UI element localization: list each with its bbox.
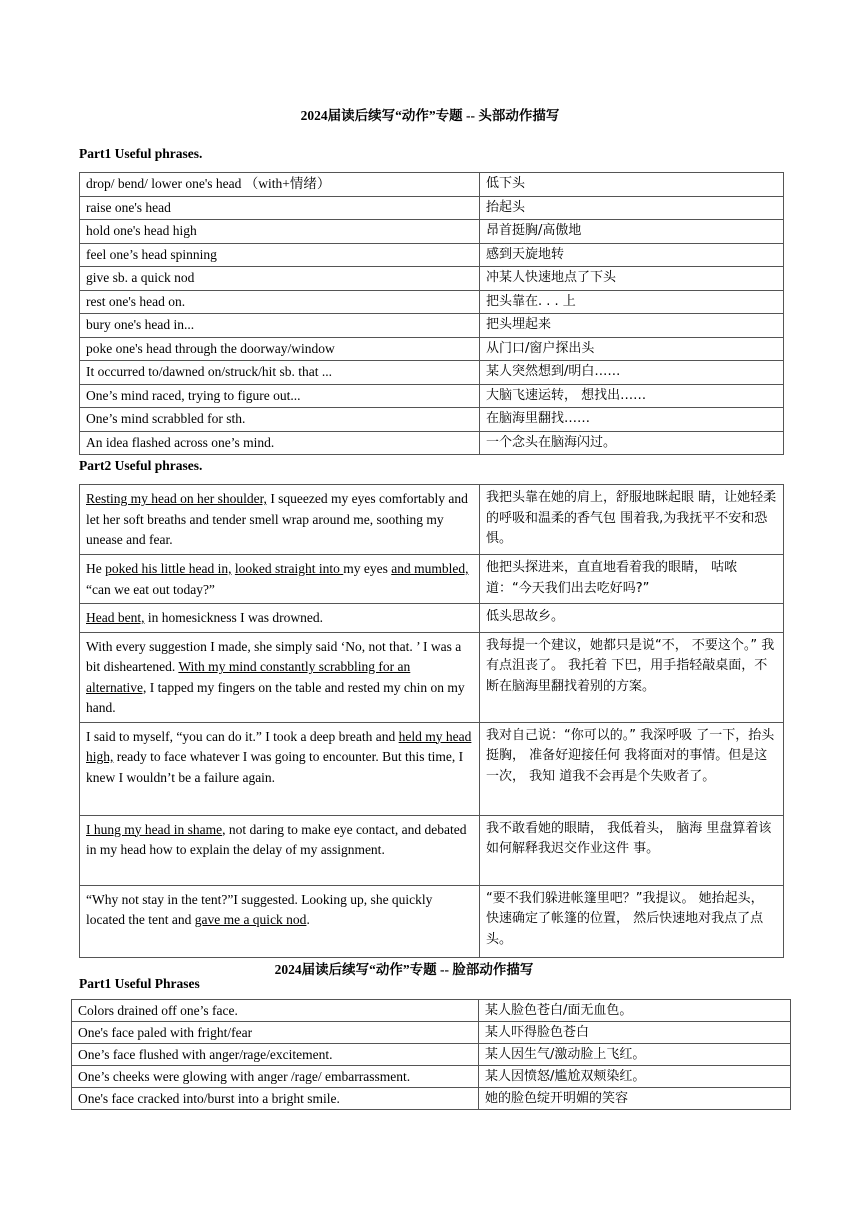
table-row <box>72 1044 791 1066</box>
sentence-zh: 我把头靠在她的肩上，舒服地眯起眼 睛，让她轻柔的呼吸和温柔的香气包 围着我,为我抚平不安和恐惧。 <box>480 485 784 555</box>
sentence-zh: 他把头探进来，直直地看着我的眼睛， 咕哝道：“今天我们出去吃好吗?” <box>480 555 784 604</box>
phrase-zh: 某人脸色苍白/面无血色。 <box>479 1000 791 1022</box>
sentence-en <box>80 722 480 815</box>
table-row <box>80 173 784 197</box>
table-row <box>72 1088 791 1110</box>
section1-part1-heading: Part1 Useful phrases. <box>79 146 203 161</box>
sentence-zh: “要不我们躲进帐篷里吧？”我提议。 她抬起头， 快速确定了帐篷的位置， 然后快速地对我点了点头。 <box>480 885 784 957</box>
table-row <box>80 408 784 432</box>
sentence-text: my eyes <box>343 561 392 576</box>
table-row <box>80 431 784 455</box>
section2-title: 2024届读后续写“动作”专题 -- 脸部动作描写 <box>274 962 534 977</box>
sentence-text: With every suggestion I made, she simply said ‘No, not that. ’ I was a bit disheartened. <box>86 638 462 674</box>
sentence-en <box>80 632 480 722</box>
sentence-text: in homesickness I was drowned. <box>144 610 323 625</box>
sentence-en <box>80 815 480 885</box>
phrase-en: One's face paled with fright/fear <box>72 1022 479 1044</box>
phrase-zh: 大脑飞速运转， 想找出…… <box>480 384 784 408</box>
sentence-text: He <box>86 561 106 576</box>
phrase-en: bury one's head in... <box>80 314 480 338</box>
table-row <box>80 290 784 314</box>
table-row <box>80 196 784 220</box>
phrase-zh: 她的脸色绽开明媚的笑容 <box>479 1088 791 1110</box>
underlined-phrase: I hung my head in shame, <box>86 821 226 837</box>
table-row <box>80 722 784 815</box>
table-row <box>80 485 784 555</box>
table-row <box>80 815 784 885</box>
phrase-en: poke one's head through the doorway/window <box>80 337 480 361</box>
phrase-en: hold one's head high <box>80 220 480 244</box>
table-row <box>72 1066 791 1088</box>
phrase-en: give sb. a quick nod <box>80 267 480 291</box>
phrase-en: rest one's head on. <box>80 290 480 314</box>
sentence-text: ready to face whatever I was going to encounter. But this time, I knew I wouldn’t be a failure again. <box>86 749 464 785</box>
table-row <box>80 604 784 633</box>
sentence-zh: 低头思故乡。 <box>480 604 784 633</box>
phrase-en: It occurred to/dawned on/struck/hit sb. that ... <box>80 361 480 385</box>
table-row <box>80 243 784 267</box>
phrase-zh: 抬起头 <box>480 196 784 220</box>
sentence-text: . <box>306 912 310 927</box>
sentence-text: not daring to make eye contact, and debated in my head how to explain the delay of my assignment. <box>86 821 467 857</box>
section1-title: 2024届读后续写“动作”专题 -- 头部动作描写 <box>300 108 560 123</box>
section2-part1-heading: Part1 Useful Phrases <box>79 976 200 991</box>
underlined-phrase: poked his little head in, <box>105 561 232 576</box>
phrase-zh: 某人因生气/激动脸上飞红。 <box>479 1044 791 1066</box>
underlined-phrase: and mumbled, <box>391 561 469 576</box>
phrase-en: raise one's head <box>80 196 480 220</box>
underlined-phrase: gave me a quick nod <box>194 912 307 927</box>
phrase-en: One’s mind raced, trying to figure out... <box>80 384 480 408</box>
phrase-en: drop/ bend/ lower one's head （with+情绪） <box>80 173 480 197</box>
phrase-zh: 昂首挺胸/高傲地 <box>480 220 784 244</box>
table-row <box>80 361 784 385</box>
sentence-zh: 我对自己说：“你可以的。” 我深呼吸 了一下，抬头挺胸， 准备好迎接任何 我将面对的事情。但是这一次， 我知 道我不会再是个失败者了。 <box>480 722 784 815</box>
table-row <box>72 1000 791 1022</box>
phrase-zh: 冲某人快速地点了下头 <box>480 267 784 291</box>
phrase-zh: 某人因愤怒/尴尬双颊染红。 <box>479 1066 791 1088</box>
sentence-en <box>80 485 480 555</box>
phrase-zh: 某人吓得脸色苍白 <box>479 1022 791 1044</box>
phrase-zh: 从门口/窗户探出头 <box>480 337 784 361</box>
phrase-en: One’s mind scrabbled for sth. <box>80 408 480 432</box>
sentence-text: “Why not stay in the tent?”I suggested. Looking up, she quickly located the tent and <box>86 891 433 927</box>
sentence-text: I said to myself, “you can do it.” I took a deep breath and <box>86 728 399 744</box>
phrase-en: One’s face flushed with anger/rage/excitement. <box>72 1044 479 1066</box>
phrase-zh: 把头埋起来 <box>480 314 784 338</box>
section1-part2-heading: Part2 Useful phrases. <box>79 458 203 473</box>
table-row <box>80 885 784 957</box>
section1-part2-table <box>79 484 784 958</box>
phrase-zh: 某人突然想到/明白…… <box>480 361 784 385</box>
sentence-zh: 我每提一个建议，她都只是说“不， 不要这个。” 我有点沮丧了。 我托着 下巴，用手指轻敲桌面，不断在脑海里翻找着别的方案。 <box>480 632 784 722</box>
table-row <box>80 384 784 408</box>
table-row <box>80 267 784 291</box>
section2-part1-table <box>71 999 791 1110</box>
phrase-en: An idea flashed across one’s mind. <box>80 431 480 455</box>
section1-part1-table <box>79 172 784 455</box>
underlined-phrase: Resting my head on her shoulder, <box>86 491 267 506</box>
sentence-text: “can we eat out today?” <box>86 581 215 597</box>
sentence-en <box>80 604 480 633</box>
sentence-text: I tapped my fingers on the table and rested my chin on my hand. <box>86 679 465 715</box>
phrase-en: One’s cheeks were glowing with anger /rage/ embarrassment. <box>72 1066 479 1088</box>
table-row <box>80 314 784 338</box>
sentence-text: I squeezed my eyes comfortably and let her soft breaths and tender smell wrap around me, soothing my unease and fear. <box>86 491 468 547</box>
phrase-en: feel one’s head spinning <box>80 243 480 267</box>
phrase-en: One's face cracked into/burst into a bright smile. <box>72 1088 479 1110</box>
table-row <box>80 632 784 722</box>
sentence-zh: 我不敢看她的眼睛， 我低着头， 脑海 里盘算着该如何解释我迟交作业这件 事。 <box>480 815 784 885</box>
phrase-zh: 一个念头在脑海闪过。 <box>480 431 784 455</box>
phrase-zh: 低下头 <box>480 173 784 197</box>
phrase-zh: 在脑海里翻找…… <box>480 408 784 432</box>
underlined-phrase: looked straight into <box>234 561 344 576</box>
phrase-zh: 把头靠在. . . 上 <box>480 290 784 314</box>
table-row <box>80 220 784 244</box>
table-row <box>80 337 784 361</box>
table-row <box>72 1022 791 1044</box>
underlined-phrase: Head bent, <box>86 610 145 625</box>
sentence-en <box>80 885 480 957</box>
table-row <box>80 555 784 604</box>
phrase-zh: 感到天旋地转 <box>480 243 784 267</box>
sentence-en <box>80 555 480 604</box>
underlined-phrase: With my mind constantly scrabbling for an alternative, <box>86 659 411 695</box>
underlined-phrase: held my head high, <box>86 728 472 764</box>
phrase-en: Colors drained off one’s face. <box>72 1000 479 1022</box>
